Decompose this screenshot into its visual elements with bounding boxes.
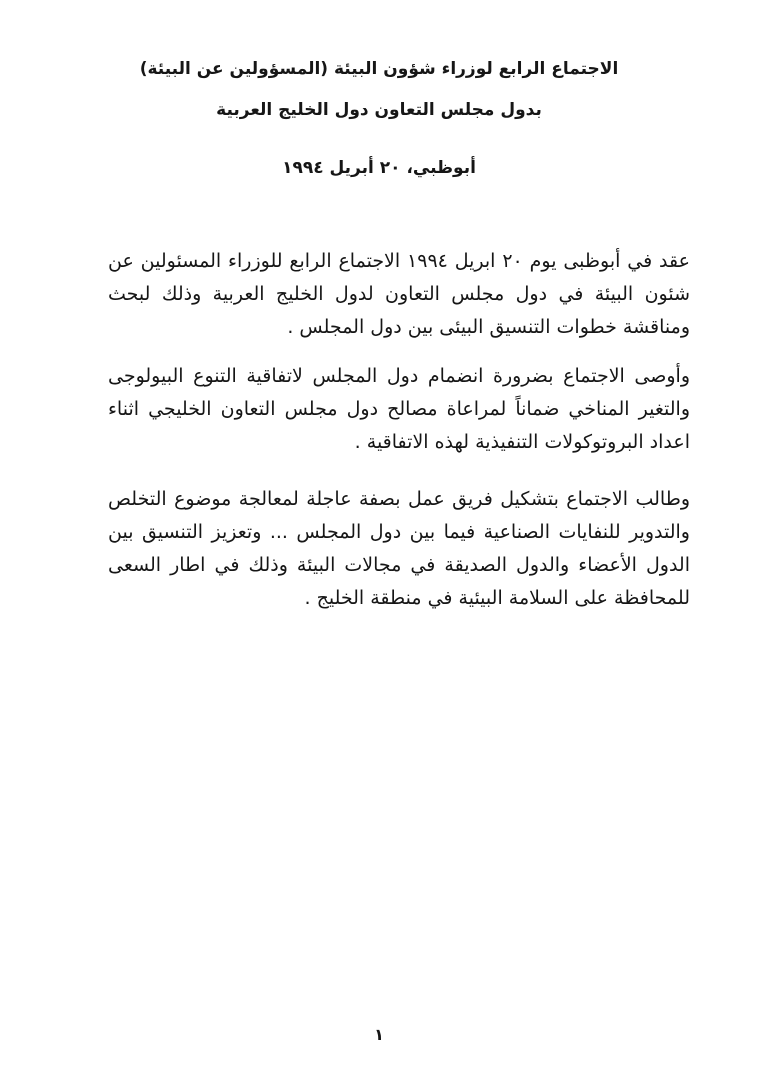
document-header bbox=[0, 0, 758, 179]
document-date-line: أبوظبي، ٢٠ أبريل ١٩٩٤ bbox=[282, 158, 476, 178]
document-title-line-2: بدول مجلس التعاون دول الخليج العربية bbox=[216, 100, 542, 120]
page-number: ١ bbox=[374, 1025, 384, 1044]
body-paragraph-2: وأوصى الاجتماع بضرورة انضمام دول المجلس لاتفاقية التنوع البيولوجى والتغير المناخي ضماناً لمراعاة مصالح دول مجلس التعاون الخليجي اثناء اعداد البروتوكولات التنفيذية لهذه الاتفاقية . bbox=[108, 365, 690, 453]
body-paragraph-1: عقد في أبوظبى يوم ٢٠ ابريل ١٩٩٤ الاجتماع الرابع للوزراء المسئولين عن شئون البيئة في دول مجلس التعاون لدول الخليج العربية وذلك لبحث ومناقشة خطوات التنسيق البيئى بين دول المجلس . bbox=[108, 250, 690, 338]
body-paragraph-3: وطالب الاجتماع بتشكيل فريق عمل بصفة عاجلة لمعالجة موضوع التخلص والتدوير للنفايات الصناعية فيما بين دول المجلس ... وتعزيز التنسيق بين الدول الأعضاء والدول الصديقة في مجالات البيئة وذلك في اطار السعى للمحافظة على السلامة البيئية في منطقة الخليج . bbox=[108, 488, 690, 609]
document-body bbox=[108, 245, 690, 615]
document-title-line-1: الاجتماع الرابع لوزراء شؤون البيئة (المسؤولين عن البيئة) bbox=[139, 59, 619, 79]
